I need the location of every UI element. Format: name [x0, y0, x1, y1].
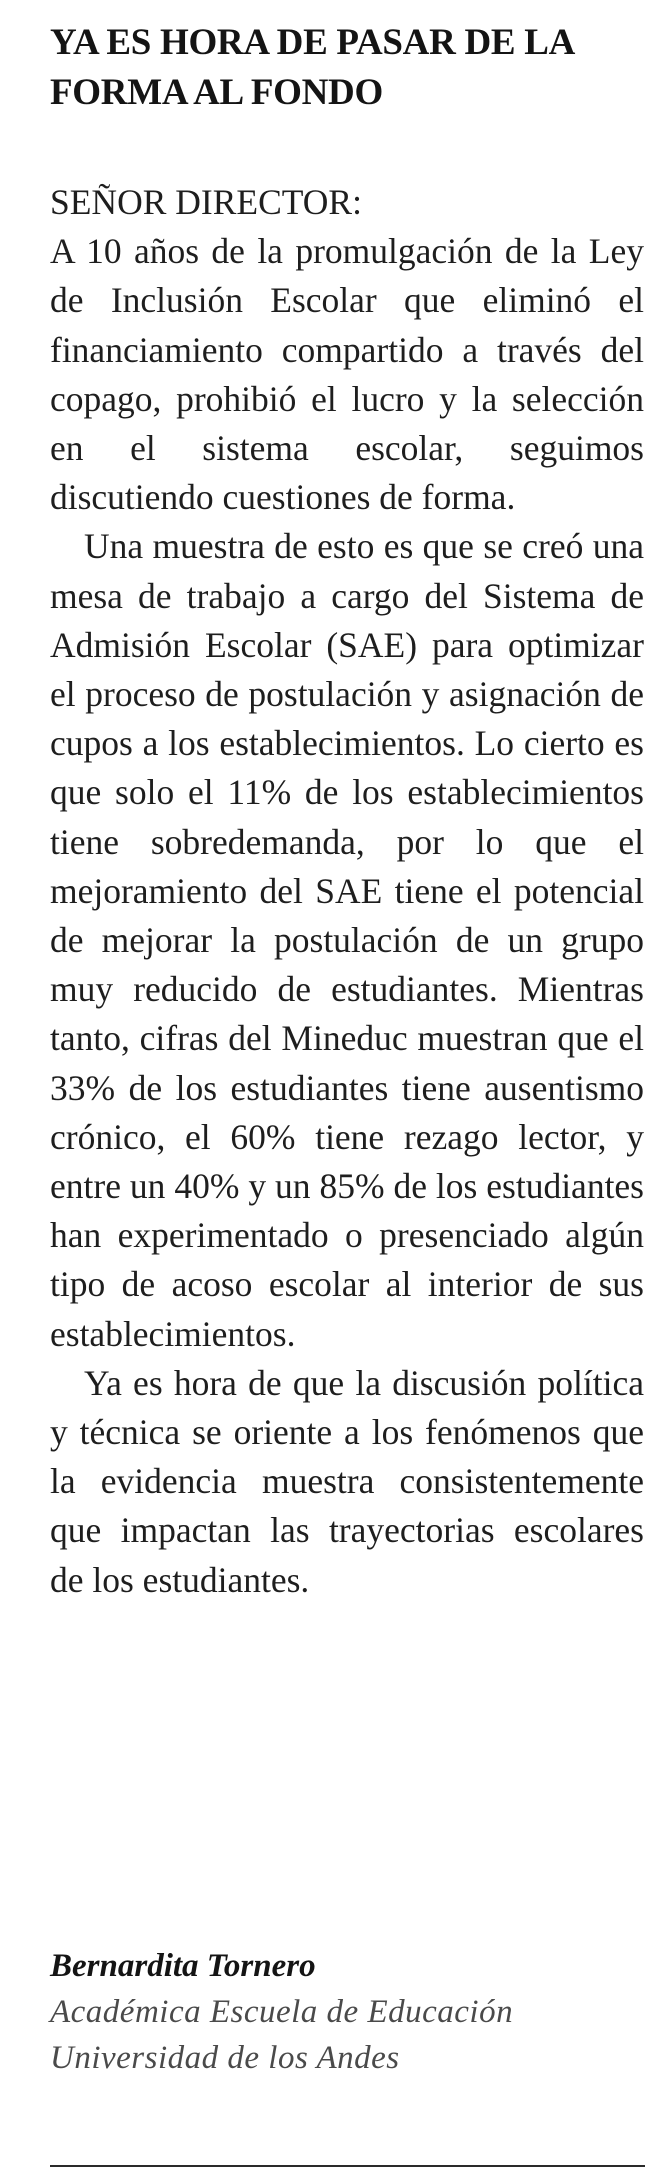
salutation: SEÑOR DIRECTOR:: [50, 182, 362, 222]
paragraph-1: A 10 años de la promulgación de la Ley de Inclusión Escolar que eliminó el financiamiento compartido a través del copago, prohibió el lucro y la selección en el sistema escolar, seguimos discutiendo cuestiones de forma.: [50, 231, 644, 518]
headline: YA ES HORA DE PASAR DE LA FORMA AL FONDO: [50, 22, 573, 113]
letter-body: [50, 178, 644, 1605]
paragraph-3: Ya es hora de que la discusión política y técnica se oriente a los fenómenos que la evidencia muestra consistentemente que impactan las trayectorias escolares de los estudiantes.: [50, 1362, 644, 1600]
bottom-divider: [50, 2165, 645, 2167]
signature-block: [50, 1943, 644, 2081]
author-institution: Universidad de los Andes: [50, 2040, 400, 2076]
paragraph-2: Una muestra de esto es que se creó una mesa de trabajo a cargo del Sistema de Admisión Escolar (SAE) para optimizar el proceso de postulación y asignación de cupos a los establecimientos. Lo cierto es que solo el 11% de los establecimientos tiene sobredemanda, por lo que el mejoramiento del SAE tiene el potencial de mejorar la postulación de un grupo muy reducido de estudiantes. Mientras tanto, cifras del Mineduc muestran que el 33% de los estudiantes tiene ausentismo crónico, el 60% tiene rezago lector, y entre un 40% y un 85% de los estudiantes han experimentado o presenciado algún tipo de acoso escolar al interior de sus establecimientos.: [50, 526, 644, 1354]
author-name: Bernardita Tornero: [50, 1948, 316, 1984]
author-position: Académica Escuela de Educación: [50, 1994, 514, 2030]
